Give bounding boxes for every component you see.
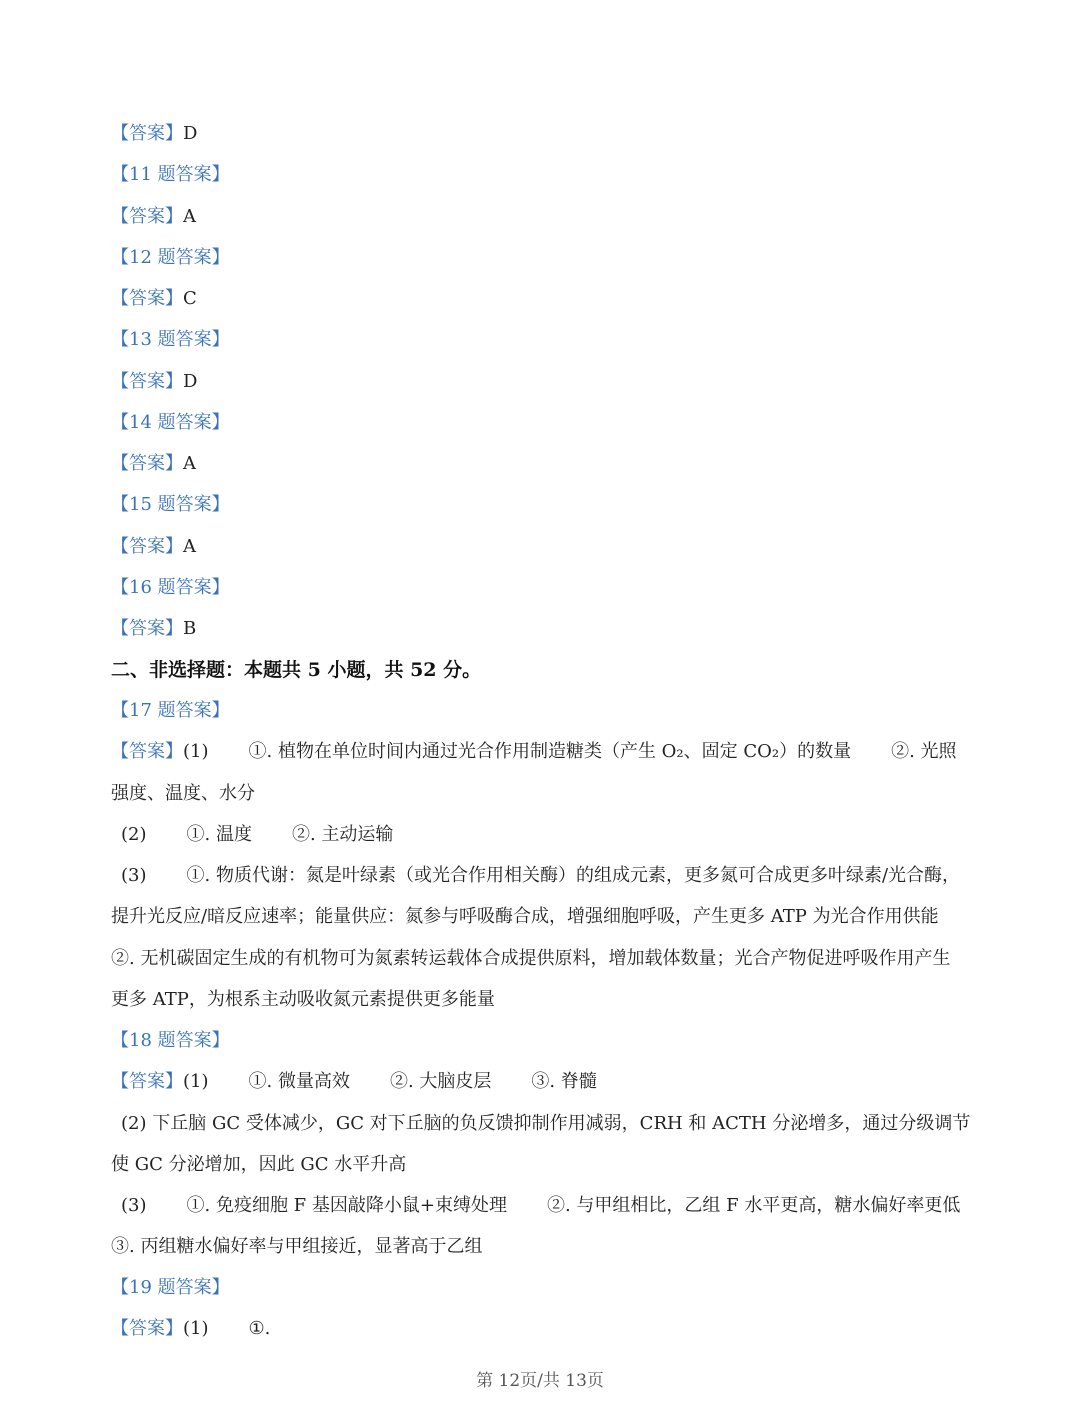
answer-line: [111, 1070, 972, 1094]
answer-text: 更多 ATP，为根系主动吸收氮元素提供更多能量: [111, 989, 495, 1010]
answer-line: [111, 452, 972, 476]
answer-item: ①. 微量高效: [248, 1071, 350, 1092]
answer-text: 提升光反应/暗反应速率；能量供应：氮参与呼吸酶合成，增强细胞呼吸，产生更多 ATP 为光合作用供能: [111, 906, 939, 927]
answer-item: ①.: [248, 1318, 271, 1339]
question-header: 【12 题答案】: [111, 247, 230, 268]
answer-value: B: [183, 618, 197, 639]
question-header: 【17 题答案】: [111, 700, 230, 721]
answer-item: ②. 与甲组相比，乙组 F 水平更高，糖水偏好率更低: [546, 1195, 961, 1216]
answer-line: [121, 823, 972, 847]
part-number: (1): [183, 741, 209, 762]
answer-label: 【答案】: [111, 618, 183, 639]
answer-item: ①. 温度: [186, 824, 252, 845]
question-header: 【18 题答案】: [111, 1030, 230, 1051]
answer-line: [111, 535, 972, 559]
part-number: (3): [121, 1195, 147, 1216]
answer-item: ①. 免疫细胞 F 基因敲降小鼠+束缚处理: [186, 1195, 507, 1216]
answer-value: D: [183, 123, 198, 144]
answer-text: 强度、温度、水分: [111, 783, 255, 804]
answer-line: [121, 1194, 972, 1218]
answer-line: [111, 370, 972, 394]
answer-label: 【答案】: [111, 288, 183, 309]
answer-item: ①. 植物在单位时间内通过光合作用制造糖类（产生 O₂、固定 CO₂）的数量: [248, 741, 852, 762]
answer-item: ③. 脊髓: [531, 1071, 597, 1092]
answer-value: A: [183, 206, 196, 227]
answer-item: ②. 大脑皮层: [389, 1071, 492, 1092]
answer-line: [121, 864, 972, 888]
answer-text: ③. 丙组糖水偏好率与甲组接近，显著高于乙组: [111, 1236, 483, 1257]
question-header: 【13 题答案】: [111, 329, 230, 350]
answer-label: 【答案】: [111, 206, 183, 227]
question-header: 【15 题答案】: [111, 494, 230, 515]
answer-line: [111, 1317, 972, 1341]
answer-line: [111, 205, 972, 229]
answer-label: 【答案】: [111, 1318, 183, 1339]
answer-label: 【答案】: [111, 536, 183, 557]
answer-value: D: [183, 371, 198, 392]
answer-label: 【答案】: [111, 453, 183, 474]
answer-label: 【答案】: [111, 371, 183, 392]
part-number: (2): [121, 824, 147, 845]
question-header: 【11 题答案】: [111, 164, 230, 185]
answer-value: C: [183, 288, 197, 309]
answer-text: 使 GC 分泌增加，因此 GC 水平升高: [111, 1154, 407, 1175]
question-header: 【19 题答案】: [111, 1277, 230, 1298]
answer-line: [111, 740, 972, 764]
answer-item: ②. 光照: [891, 741, 957, 762]
part-number: (3): [121, 865, 147, 886]
answer-item: ①. 物质代谢：氮是叶绿素（或光合作用相关酶）的组成元素，更多氮可合成更多叶绿素/光合酶，: [186, 865, 961, 886]
answer-value: A: [183, 536, 196, 557]
page-footer: 第 12页/共 13页: [476, 1371, 604, 1391]
part-number: (1): [183, 1071, 209, 1092]
answer-line: [111, 617, 972, 641]
answer-label: 【答案】: [111, 123, 183, 144]
answer-text: ②. 无机碳固定生成的有机物可为氮素转运载体合成提供原料，增加载体数量；光合产物促进呼吸作用产生: [111, 948, 951, 969]
answer-label: 【答案】: [111, 1071, 183, 1092]
question-header: 【16 题答案】: [111, 577, 230, 598]
answer-item: ②. 主动运输: [291, 824, 394, 845]
answer-line: [111, 287, 972, 311]
answer-line: [111, 122, 972, 146]
question-header: 【14 题答案】: [111, 412, 230, 433]
answer-text: (2) 下丘脑 GC 受体减少，GC 对下丘脑的负反馈抑制作用减弱，CRH 和 ACTH 分泌增多，通过分级调节: [121, 1113, 971, 1134]
answer-label: 【答案】: [111, 741, 183, 762]
part-number: (1): [183, 1318, 209, 1339]
answer-value: A: [183, 453, 196, 474]
section-heading: 二、非选择题：本题共 5 小题，共 52 分。: [111, 659, 482, 681]
